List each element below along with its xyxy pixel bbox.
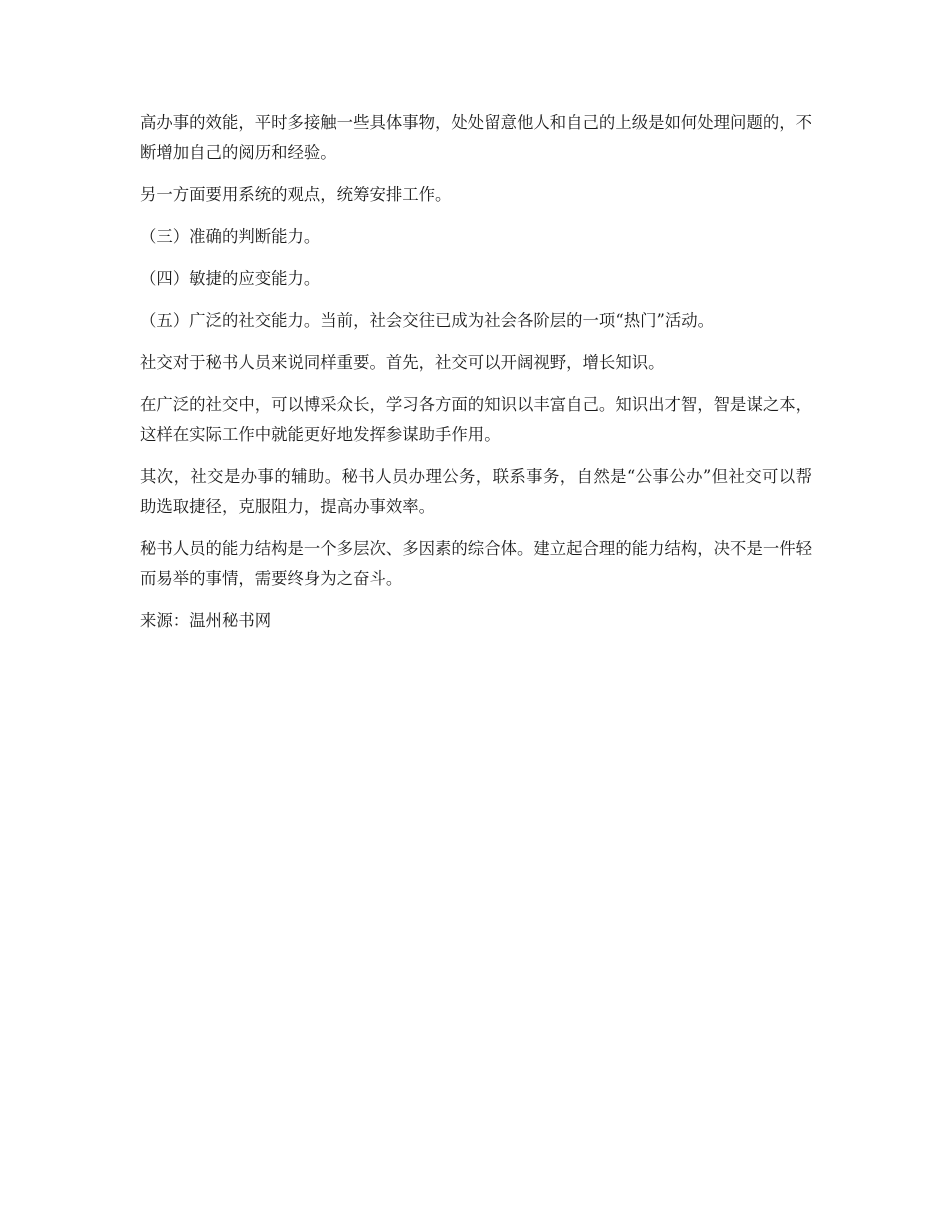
paragraph-system-view: 另一方面要用系统的观点，统筹安排工作。 [140, 185, 452, 204]
heading-judgment-ability: （三）准确的判断能力。 [140, 227, 321, 246]
paragraph-continuation: 高办事的效能，平时多接触一些具体事物，处处留意他人和自己的上级是如何处理问题的，不断增加自己的阅历和经验。 [140, 113, 813, 162]
heading-adaptability: （四）敏捷的应变能力。 [140, 269, 321, 288]
source-line: 来源：温州秘书网 [140, 611, 272, 630]
paragraph-social-assist: 其次，社交是办事的辅助。秘书人员办理公务，联系事务，自然是“公事公办”但社交可以帮助选取捷径，克服阻力，提高办事效率。 [140, 467, 812, 516]
document-page [140, 108, 812, 648]
heading-social-ability: （五）广泛的社交能力。当前，社会交往已成为社会各阶层的一项“热门”活动。 [140, 311, 715, 330]
paragraph-ability-structure: 秘书人员的能力结构是一个多层次、多因素的综合体。建立起合理的能力结构，决不是一件轻而易举的事情，需要终身为之奋斗。 [140, 539, 813, 588]
paragraph-social-importance: 社交对于秘书人员来说同样重要。首先，社交可以开阔视野，增长知识。 [140, 353, 665, 372]
paragraph-broad-social: 在广泛的社交中，可以博采众长，学习各方面的知识以丰富自己。知识出才智，智是谋之本，这样在实际工作中就能更好地发挥参谋助手作用。 [140, 395, 813, 444]
